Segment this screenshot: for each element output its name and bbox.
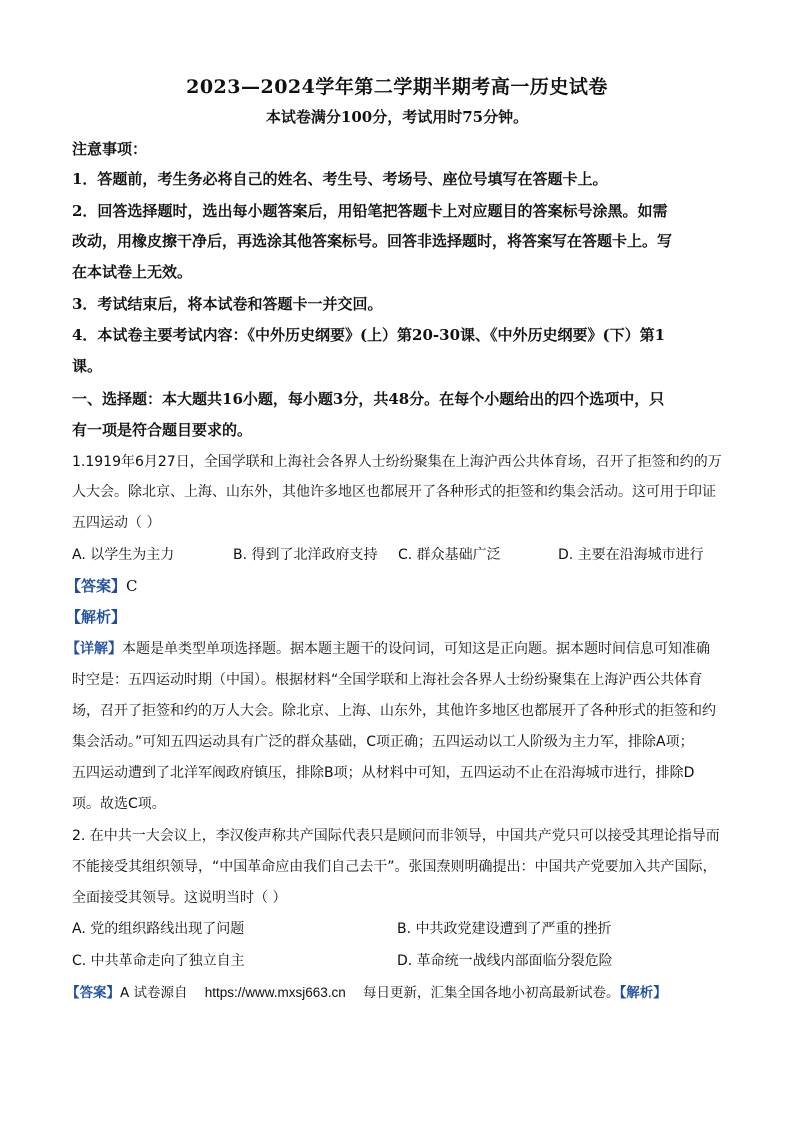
q1-stem-line-1: 1.1919年6月27日，全国学联和上海社会各界人士纷纷聚集在上海沪西公共体育场，召开了拒签和约的万 xyxy=(72,454,722,470)
q1-stem-line-3: 五四运动（ ） xyxy=(72,515,161,531)
note-item-2-line-2: 改动，用橡皮擦干净后，再选涂其他答案标号。回答非选择题时，将答案写在答题卡上。写 xyxy=(72,232,673,250)
q1-detail-tag: 【详解】 xyxy=(66,641,122,657)
q2-stem-line-1: 2. 在中共一大会议上，李汉俊声称共产国际代表只是顾问而非领导，中国共产党只可以接受其理论指导而 xyxy=(72,828,720,844)
page-title: 2023—2024学年第二学期半期考高一历史试卷 xyxy=(186,76,608,98)
note-item-4-line-1: 4．本试卷主要考试内容：《中外历史纲要》(上）第20-30课、《中外历史纲要》(下）第1 xyxy=(72,326,666,344)
q2-answer-value: A xyxy=(120,985,130,1001)
q2-stem-line-2: 不能接受其组织领导，“中国革命应由我们自己去干”。张国焘则明确提出：中国共产党要加入共产国际， xyxy=(72,859,717,875)
source-note: 每日更新，汇集全国各地小初高最新试卷。 xyxy=(362,985,620,1001)
note-item-3: 3．考试结束后，将本试卷和答题卡一并交回。 xyxy=(72,295,383,313)
q1-analysis-tag: 【解析】 xyxy=(66,608,127,626)
q2-option-b: B. 中共政党建设遭到了严重的挫折 xyxy=(397,921,612,937)
q2-answer-tag: 【答案】 xyxy=(66,985,120,1001)
q1-option-c: C. 群众基础广泛 xyxy=(398,547,501,563)
q2-analysis-tag: 【解析】 xyxy=(619,985,667,1001)
q2-stem-line-3: 全面接受其领导。这说明当时（ ） xyxy=(72,890,287,906)
note-item-2-line-3: 在本试卷上无效。 xyxy=(72,263,193,281)
q1-answer-value: C xyxy=(126,577,138,595)
q1-option-b: B. 得到了北洋政府支持 xyxy=(233,547,378,563)
q1-detail-line-6: 项。故选C项。 xyxy=(72,796,166,812)
q1-analysis-row xyxy=(66,606,126,628)
q1-detail-line-1 xyxy=(66,638,710,660)
q1-detail-line-3: 场，召开了拒签和约的万人大会。除北京、上海、山东外，其他许多地区也都展开了各种形式的拒签和约 xyxy=(72,703,716,719)
q1-detail-line-4: 集会活动。”可知五四运动具有广泛的群众基础，C项正确；五四运动以工人阶级为主力军，排除A项； xyxy=(72,734,694,750)
q1-option-d: D. 主要在沿海城市进行 xyxy=(558,547,704,563)
q1-option-a: A. 以学生为主力 xyxy=(72,547,175,563)
note-item-1: 1．答题前，考生务必将自己的姓名、考生号、考场号、座位号填写在答题卡上。 xyxy=(72,170,608,188)
page-subtitle: 本试卷满分100分，考试用时75分钟。 xyxy=(265,108,529,126)
q2-option-d: D. 革命统一战线内部面临分裂危险 xyxy=(397,953,613,969)
q1-answer-row xyxy=(66,575,138,597)
q2-option-c: C. 中共革命走向了独立自主 xyxy=(72,953,245,969)
note-item-4-line-2: 课。 xyxy=(72,357,103,375)
section-heading-line-2: 有一项是符合题目要求的。 xyxy=(72,421,253,439)
q1-detail-line-2: 时空是：五四运动时期（中国）。根据材料“全国学联和上海社会各界人士纷纷聚集在上海沪西公共体育 xyxy=(72,672,703,688)
section-heading-line-1: 一、选择题：本大题共16小题，每小题3分，共48分。在每个小题给出的四个选项中，只 xyxy=(72,390,665,408)
q2-answer-row xyxy=(66,982,667,1004)
q1-detail-text-1: 本题是单类型单项选择题。据本题主题干的设问词，可知这是正向题。据本题时间信息可知准确 xyxy=(122,641,710,657)
note-item-2-line-1: 2．回答选择题时，选出每小题答案后，用铅笔把答题卡上对应题目的答案标号涂黑。如需 xyxy=(72,202,668,220)
q1-answer-tag: 【答案】 xyxy=(66,577,127,595)
q1-detail-line-5: 五四运动遭到了北洋军阀政府镇压，排除B项；从材料中可知，五四运动不止在沿海城市进行，排除D xyxy=(72,765,695,781)
source-url-link[interactable]: https://www.mxsj663.cn xyxy=(204,985,346,1000)
q1-stem-line-2: 人大会。除北京、上海、山东外，其他许多地区也都展开了各种形式的拒签和约集会活动。这可用于印证 xyxy=(72,484,716,500)
source-text: 试卷源自 xyxy=(133,985,188,1001)
q2-option-a: A. 党的组织路线出现了问题 xyxy=(72,921,245,937)
notes-heading: 注意事项： xyxy=(72,140,148,158)
